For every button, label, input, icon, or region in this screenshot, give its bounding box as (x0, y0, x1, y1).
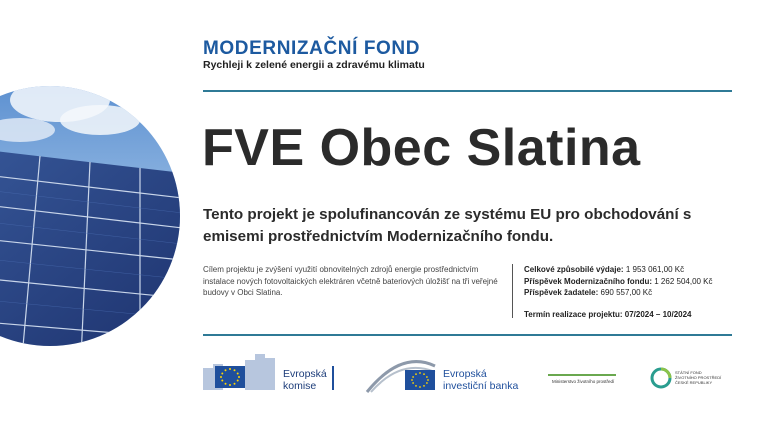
eib-name-line2: investiční banka (443, 380, 519, 392)
ec-logo-bar (332, 366, 334, 390)
sfzp-name-line2: ŽIVOTNÍHO PROSTŘEDÍ (675, 375, 722, 380)
ministry-logo (548, 370, 618, 390)
sfzp-name (675, 370, 721, 385)
ec-building-icon (203, 352, 275, 392)
sfzp-name-line3: ČESKÉ REPUBLIKY (675, 380, 713, 385)
fund-contribution-label: Příspěvek Modernizačního fondu: (524, 276, 653, 286)
bottom-divider (203, 334, 732, 336)
project-facts (524, 264, 734, 320)
european-commission-logo (203, 352, 338, 392)
fund-logo-subtitle: Rychleji k zelené energii a zdravému klimatu (203, 59, 425, 71)
ministry-name: Ministerstvo životního prostředí (552, 379, 615, 384)
eib-logo (365, 354, 525, 394)
eib-name (443, 368, 518, 392)
project-description: Cílem projektu je zvýšení využití obnovitelných zdrojů energie prostřednictvím instalace nových fotovoltaických elektráren včetně bateriových úložišť na tři veřejné budovy v Obci Slatina. (203, 265, 498, 297)
eib-arc-icon (365, 354, 437, 394)
sfzp-circle-icon (650, 367, 672, 389)
ec-name-line2: komise (283, 380, 317, 392)
fund-contribution-value: 1 262 504,00 Kč (654, 276, 713, 286)
applicant-contribution-label: Příspěvek žadatele: (524, 288, 599, 297)
project-term: Termín realizace projektu: 07/2024 – 10/2024 (524, 309, 692, 319)
fund-logo-title: MODERNIZAČNÍ FOND (203, 38, 421, 59)
cofinancing-statement: Tento projekt je spolufinancován ze systému EU pro obchodování s emisemi prostřednictvím Modernizačního fondu. (203, 206, 692, 245)
eligible-costs-value: 1 953 061,00 Kč (625, 265, 685, 274)
ec-name-line1: Evropská (283, 368, 327, 380)
sfzp-name-line1: STÁTNÍ FOND (675, 370, 702, 375)
top-divider (203, 90, 732, 92)
applicant-contribution-value: 690 557,00 Kč (600, 288, 653, 297)
ministry-green-line (548, 374, 616, 376)
facts-divider (512, 264, 513, 318)
eib-name-line1: Evropská (443, 368, 487, 380)
project-title: FVE Obec Slatina (202, 119, 641, 177)
eligible-costs-label: Celkové způsobilé výdaje: (524, 265, 624, 274)
sfzp-logo (650, 366, 740, 392)
ec-name (283, 368, 327, 392)
